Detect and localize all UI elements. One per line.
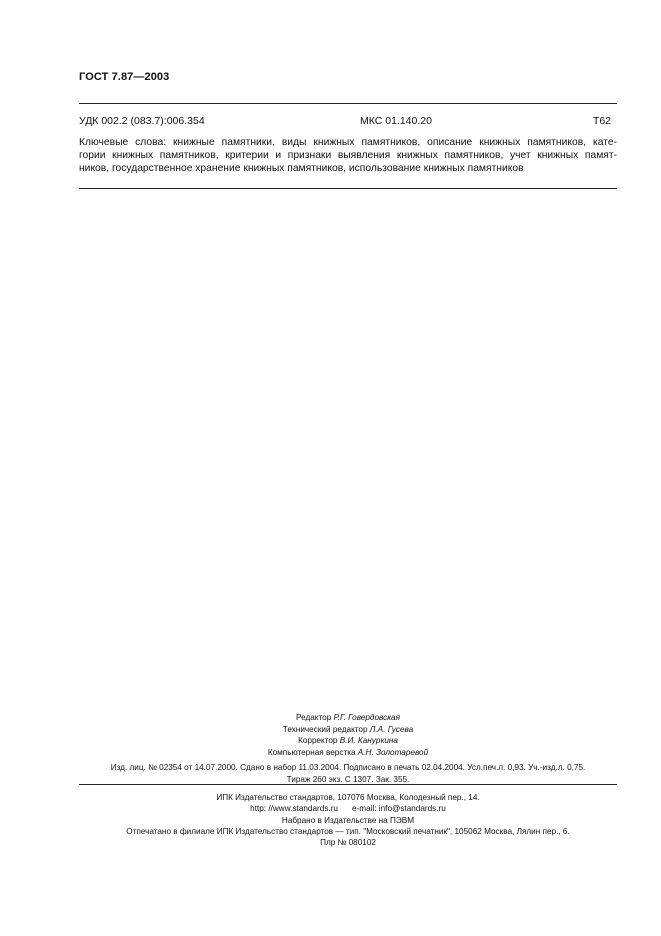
imprint-block — [79, 792, 617, 848]
keywords-block — [79, 136, 617, 175]
tech-editor-credit — [79, 724, 617, 736]
publisher-contacts — [79, 803, 617, 814]
tech-editor-label: Технический редактор — [282, 724, 368, 734]
proofreader-credit — [79, 735, 617, 747]
license-number: Плр № 080102 — [320, 838, 376, 848]
document-code: ГОСТ 7.87—2003 — [79, 71, 170, 83]
udk-code: УДК 002.2 (083.7):006.354 — [79, 115, 205, 127]
editor-credit — [79, 712, 617, 724]
publication-line: Изд. лиц. № 02354 от 14.07.2000. Сдано в набор 11.03.2004. Подписано в печать 02.04.2004. Усл.печ.л. 0,93. Уч.-изд.л. 0,75. — [110, 763, 586, 772]
layout-name: А.Н. Золотаревой — [357, 747, 429, 757]
credits-block — [79, 712, 617, 758]
imprint-rule — [79, 784, 617, 785]
keywords-line: ников, государственное хранение книжных памятников, использование книжных памятников — [79, 163, 524, 174]
proofreader-name: В.И. Кануркина — [339, 736, 398, 745]
mks-code: МКС 01.140.20 — [360, 115, 432, 127]
tech-editor-name: Л.А. Гусева — [369, 724, 414, 734]
editor-name: Р.Г. Говердовская — [333, 713, 400, 722]
email-link[interactable]: e-mail: info@standards.ru — [351, 804, 446, 814]
layout-label: Компьютерная верстка — [267, 747, 356, 757]
publication-info — [79, 762, 617, 785]
printer-note: Отпечатано в филиале ИПК Издательство стандартов — тип. "Московский печатник", 105062 Москва, Лялин пер., 6. — [126, 826, 570, 836]
keywords-line: Ключевые слова: книжные памятники, виды книжных памятников, описание книжных памятников, кате- — [79, 137, 617, 148]
classification-code: Т62 — [592, 115, 611, 127]
layout-credit — [79, 747, 617, 759]
proofreader-label: Корректор — [298, 736, 338, 745]
typeset-note: Набрано в Издательстве на ПЭВМ — [281, 815, 415, 825]
keywords-line: гории книжных памятников, критерии и признаки выявления книжных памятников, учет книжных памят- — [79, 150, 617, 161]
publication-line: Тираж 260 экз. С 1307. Зак. 355. — [286, 774, 410, 784]
header-rule — [79, 103, 617, 104]
publisher-address: ИПК Издательство стандартов, 107076 Москва, Колодезный пер., 14. — [216, 793, 480, 802]
editor-label: Редактор — [296, 713, 332, 722]
website-link[interactable]: http: //www.standards.ru — [250, 804, 338, 814]
keywords-rule — [79, 188, 617, 189]
